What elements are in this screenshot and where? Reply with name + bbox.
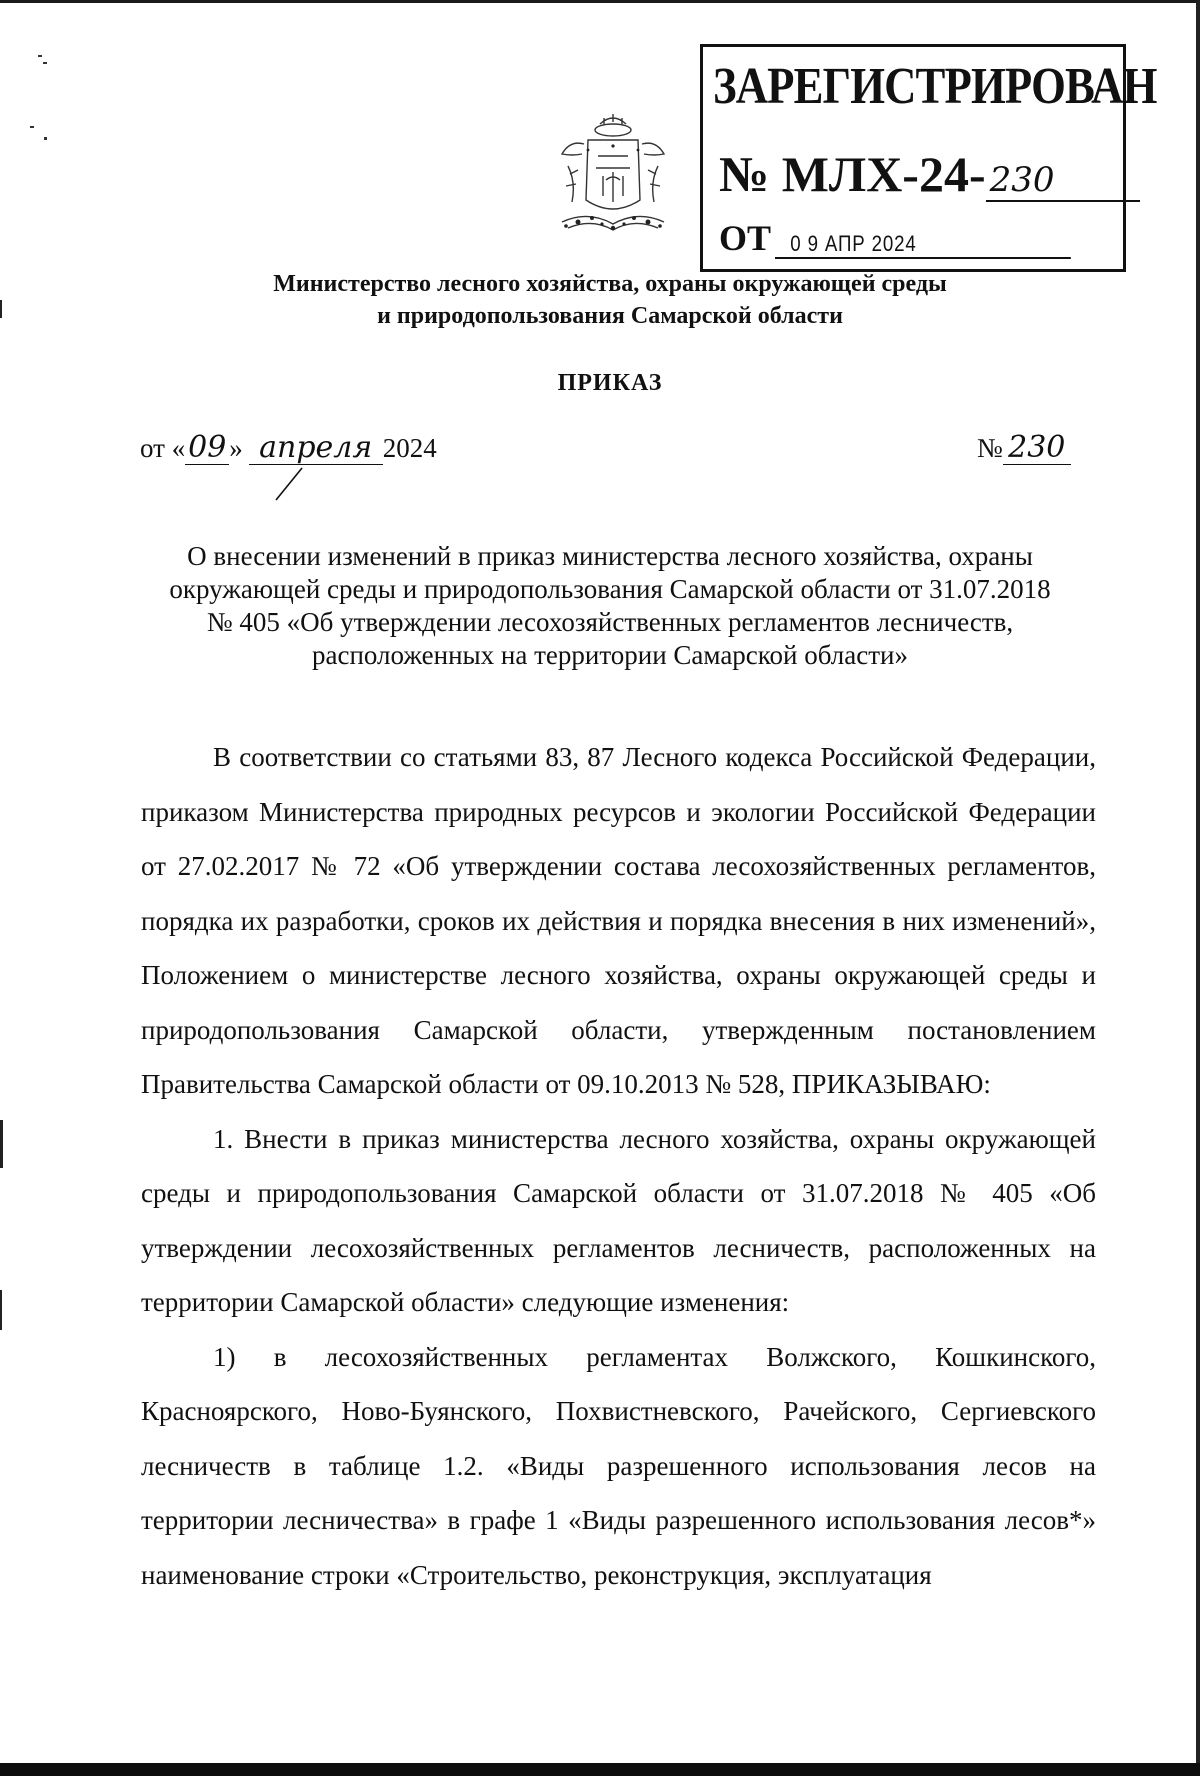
- order-number-prefix: №: [977, 433, 1003, 463]
- registration-stamp: [700, 44, 1157, 272]
- order-date-month: апреля: [249, 432, 383, 465]
- subject-line: окружающей среды и природопользования Самарской области от 31.07.2018: [169, 574, 1051, 604]
- stamp-number-handwritten: 230: [986, 160, 1140, 202]
- stamp-date-prefix: ОТ: [719, 218, 772, 258]
- subject-line: расположенных на территории Самарской области»: [311, 640, 908, 670]
- stamp-date-row: [719, 217, 1123, 259]
- body-paragraph-item-1: 1. Внести в приказ министерства лесного хозяйства, охраны окружающей среды и природопользования Самарской области от 31.07.2018 № 405 «Об утверждении лесохозяйственных регламентов лесничеств, расположенных на территории Самарской области» следующие изменения:: [141, 1123, 1096, 1317]
- subject-line: О внесении изменений в приказ министерства лесного хозяйства, охраны: [187, 541, 1033, 571]
- ministry-heading: [140, 268, 1080, 332]
- scan-top-edge: [0, 0, 1200, 3]
- scan-artifact: [0, 1120, 3, 1168]
- order-number: [977, 432, 1071, 465]
- order-body: [141, 730, 1096, 1602]
- stamp-number-prefix: № МЛХ-24-: [719, 146, 986, 202]
- scan-artifact: [43, 62, 47, 64]
- ministry-heading-line: и природопользования Самарской области: [377, 303, 843, 329]
- order-date-prefix: от «: [140, 433, 186, 463]
- body-paragraph-preamble: В соответствии со статьями 83, 87 Лесного кодекса Российской Федерации, приказом Министерства природных ресурсов и экологии Российской Федерации от 27.02.2017 № 72 «Об утверждении состава лесохозяйственных регламентов, порядка их разработки, сроков их действия и порядка внесения в них изменений», Положением о министерстве лесного хозяйства, охраны окружающей среды и природопользования Самарской области, утвержденным постановлением Правительства Самарской области от 09.10.2013 № 528, ПРИКАЗЫВАЮ:: [141, 742, 1096, 1099]
- stamp-date: 0 9 АПР 2024: [775, 231, 1071, 259]
- order-date-year: 2024: [382, 433, 437, 463]
- scan-bottom-edge: [0, 1763, 1200, 1776]
- scan-artifact: [44, 137, 47, 140]
- subject-line: № 405 «Об утверждении лесохозяйственных регламентов лесничеств,: [206, 607, 1014, 637]
- scan-right-edge: [1196, 0, 1200, 1776]
- scan-artifact: [30, 126, 34, 128]
- order-date: [140, 432, 437, 465]
- coat-of-arms-icon: [548, 110, 678, 250]
- order-number-value: 230: [1003, 432, 1071, 465]
- stamp-title: ЗАРЕГИСТРИРОВАН: [713, 58, 1157, 115]
- order-date-mid: »: [229, 433, 243, 463]
- body-paragraph-subitem-1: 1) в лесохозяйственных регламентах Волжского, Кошкинского, Красноярского, Ново-Буянского, Похвистневского, Рачейского, Сергиевского лесничеств в таблице 1.2. «Виды разрешенного использования лесов на территории лесничества» в графе 1 «Виды разрешенного использования лесов*» наименование строки «Строительство, реконструкция, эксплуатация: [141, 1341, 1096, 1590]
- order-subject: [130, 540, 1090, 672]
- handwriting-stroke: [272, 466, 308, 502]
- scan-artifact: [0, 300, 2, 318]
- order-date-day: 09: [185, 432, 229, 465]
- scan-artifact: [0, 1290, 2, 1330]
- ministry-heading-line: Министерство лесного хозяйства, охраны окружающей среды: [273, 271, 947, 297]
- scan-artifact: [38, 55, 42, 57]
- document-type-title: ПРИКАЗ: [557, 370, 663, 396]
- stamp-number-row: [719, 145, 1140, 203]
